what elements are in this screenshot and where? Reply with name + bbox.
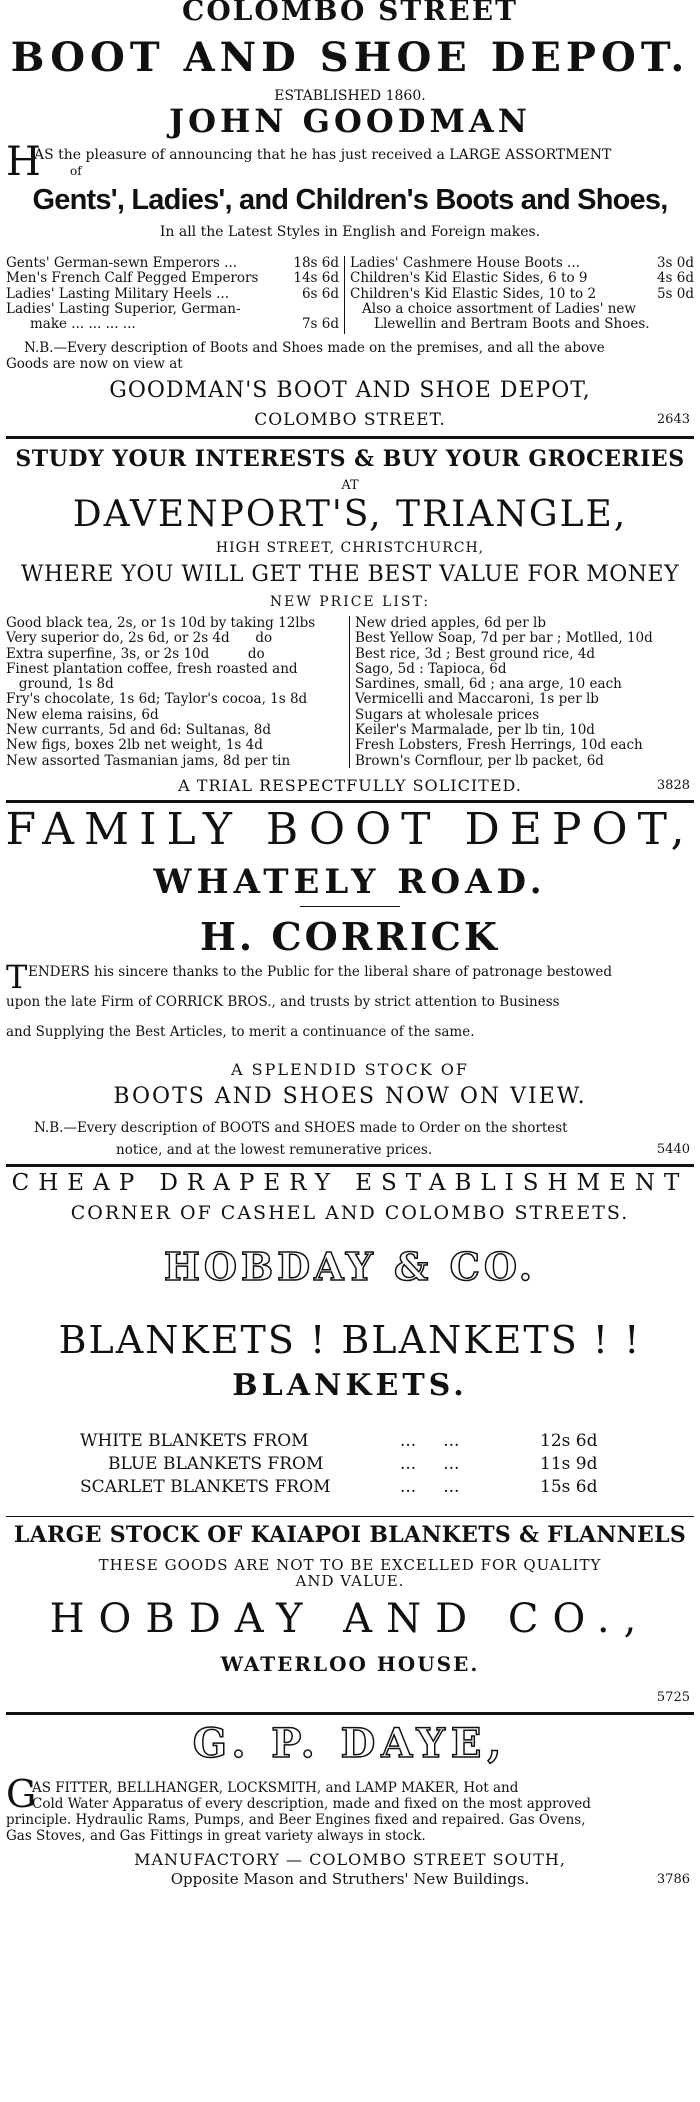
list-item: Best rice, 3d ; Best ground rice, 4d [355, 646, 596, 662]
davenport-value-line: WHERE YOU WILL GET THE BEST VALUE FOR MONEY [20, 562, 680, 587]
daye-paragraph-line: AS FITTER, BELLHANGER, LOCKSMITH, and LAMP MAKER, Hot and [32, 1780, 519, 1796]
hobday-cheap-drapery: CHEAP DRAPERY ESTABLISHMENT [11, 1170, 689, 1196]
list-item: Ladies' Lasting Superior, German- [6, 301, 241, 317]
list-item: New currants, 5d and 6d: Sultanas, 8d [6, 723, 271, 739]
davenport-name: DAVENPORT'S, TRIANGLE, [72, 494, 628, 535]
goodman-note: N.B.—Every description of Boots and Shoes made on the premises, and all the above [24, 340, 605, 356]
daye-logo: G. P. DAYE, [192, 1720, 508, 1767]
corrick-dropcap: T [6, 958, 28, 996]
list-item: Best Yellow Soap, 7d per bar ; Motlled, 10d [355, 631, 653, 647]
corrick-boots-on-view: BOOTS AND SHOES NOW ON VIEW. [113, 1084, 587, 1109]
goodman-footer-name: GOODMAN'S BOOT AND SHOE DEPOT, [109, 378, 591, 403]
daye-paragraph-line: Gas Stoves, and Gas Fittings in great variety always in stock. [6, 1828, 426, 1844]
column-divider [349, 616, 350, 768]
list-item: Fry's chocolate, 1s 6d; Taylor's cocoa, 1s 8d [6, 692, 308, 708]
goodman-reference-number: 2643 [656, 412, 690, 427]
daye-paragraph-line: Cold Water Apparatus of every description, made and fixed on the most approved [32, 1796, 591, 1812]
list-item: Vermicelli and Maccaroni, 1s per lb [355, 692, 599, 708]
hobday-price-list [80, 1430, 640, 1499]
corrick-headline: FAMILY BOOT DEPOT, [5, 804, 695, 855]
hobday-name: HOBDAY AND CO., [49, 1596, 651, 1642]
hobday-reference-number: 5725 [656, 1690, 690, 1705]
column-divider [344, 256, 345, 334]
list-item: New assorted Tasmanian jams, 8d per tin [6, 753, 291, 769]
goodman-dropcap: H [6, 139, 41, 185]
goodman-proprietor: JOHN GOODMAN [169, 102, 531, 140]
corrick-note: N.B.—Every description of BOOTS and SHOES made to Order on the shortest [34, 1120, 568, 1136]
list-item: Sugars at wholesale prices [355, 707, 540, 723]
list-item: Finest plantation coffee, fresh roasted and [6, 661, 298, 677]
corrick-reference-number: 5440 [656, 1142, 690, 1157]
davenport-reference-number: 3828 [656, 778, 690, 793]
section-divider [6, 800, 694, 803]
corrick-road: WHATELY ROAD. [153, 862, 547, 902]
list-item: SCARLET BLANKETS FROM ... ... 15s 6d [80, 1477, 598, 1497]
davenport-slogan: STUDY YOUR INTERESTS & BUY YOUR GROCERIES [15, 446, 685, 472]
hobday-corner: CORNER OF CASHEL AND COLOMBO STREETS. [70, 1202, 630, 1224]
goodman-feature: Gents', Ladies', and Children's Boots and Shoes, [32, 184, 668, 216]
corrick-note-continued: notice, and at the lowest remunerative prices. [116, 1142, 433, 1158]
decorative-rule [300, 906, 400, 907]
list-item: Ladies' Cashmere House Boots ... 3s 0d [350, 255, 694, 271]
list-item: Very superior do, 2s 6d, or 2s 4d do [6, 631, 273, 647]
davenport-left-list [6, 616, 346, 769]
section-divider [6, 436, 694, 439]
hobday-quality-continued: AND VALUE. [295, 1572, 405, 1590]
davenport-price-list-title: NEW PRICE LIST: [269, 594, 431, 610]
list-item: WHITE BLANKETS FROM ... ... 12s 6d [80, 1431, 598, 1451]
list-item: Men's French Calf Pegged Emperors 14s 6d [6, 270, 339, 287]
list-item: Gents' German-sewn Emperors ... 18s 6d [6, 255, 339, 271]
list-item: make ... ... ... ... 7s 6d [30, 316, 339, 333]
list-item: Good black tea, 2s, or 1s 10d by taking 12lbs [6, 616, 316, 631]
section-divider [6, 1712, 694, 1715]
goodman-intro-line: AS the pleasure of announcing that he has just received a LARGE ASSORTMENT [34, 147, 612, 163]
goodman-note-continued: Goods are now on view at [6, 356, 183, 372]
hobday-logo: HOBDAY & CO. [164, 1244, 536, 1289]
goodman-street-heading: COLOMBO STREET [182, 0, 518, 27]
corrick-name: H. CORRICK [200, 914, 500, 959]
goodman-headline: BOOT AND SHOE DEPOT. [10, 34, 690, 81]
section-divider [6, 1516, 694, 1517]
list-item: Fresh Lobsters, Fresh Herrings, 10d each [355, 738, 643, 754]
davenport-address: HIGH STREET, CHRISTCHURCH, [215, 540, 485, 556]
list-item: New dried apples, 6d per lb [355, 616, 546, 631]
goodman-left-list [6, 256, 339, 332]
list-item: New elema raisins, 6d [6, 707, 159, 723]
list-item: ground, 1s 8d [6, 677, 114, 693]
daye-manufactory: MANUFACTORY — COLOMBO STREET SOUTH, [134, 1850, 566, 1869]
daye-opposite: Opposite Mason and Struthers' New Buildings. [170, 1870, 530, 1888]
corrick-paragraph-line: upon the late Firm of CORRICK BROS., and trusts by strict attention to Business [6, 994, 560, 1010]
list-item: Children's Kid Elastic Sides, 10 to 2 5s 0d [350, 285, 694, 302]
corrick-paragraph-line: and Supplying the Best Articles, to merit a continuance of the same. [6, 1024, 475, 1040]
goodman-footer-street: COLOMBO STREET. [254, 410, 446, 430]
list-item: Keiler's Marmalade, per lb tin, 10d [355, 723, 595, 739]
list-item: BLUE BLANKETS FROM ... ... 11s 9d [108, 1454, 598, 1474]
list-item: New figs, boxes 2lb net weight, 1s 4d [6, 738, 263, 754]
list-item: Llewellin and Bertram Boots and Shoes. [374, 317, 650, 333]
daye-dropcap: G [6, 1772, 37, 1816]
hobday-quality: THESE GOODS ARE NOT TO BE EXCELLED FOR QUALITY [98, 1556, 602, 1574]
corrick-paragraph-line: ENDERS his sincere thanks to the Public for the liberal share of patronage bestowed [28, 964, 613, 980]
list-item: Also a choice assortment of Ladies' new [362, 301, 636, 317]
hobday-large-stock: LARGE STOCK OF KAIAPOI BLANKETS & FLANNELS [13, 1522, 687, 1548]
goodman-intro-of: of [70, 164, 82, 178]
list-item: Children's Kid Elastic Sides, 6 to 9 4s 6d [350, 270, 694, 287]
section-divider [6, 1164, 694, 1167]
hobday-blankets: BLANKETS. [232, 1368, 468, 1403]
hobday-waterloo-house: WATERLOO HOUSE. [220, 1652, 480, 1676]
davenport-right-list [355, 616, 695, 769]
corrick-stock: A SPLENDID STOCK OF [231, 1060, 469, 1079]
list-item: Ladies' Lasting Military Heels ... 6s 6d [6, 285, 339, 302]
list-item: Sardines, small, 6d ; ana arge, 10 each [355, 677, 622, 693]
davenport-at: AT [341, 478, 359, 493]
goodman-right-list [350, 256, 694, 332]
goodman-styles: In all the Latest Styles in English and Foreign makes. [159, 224, 541, 240]
list-item: Brown's Cornflour, per lb packet, 6d [355, 753, 604, 769]
daye-paragraph-line: principle. Hydraulic Rams, Pumps, and Beer Engines fixed and repaired. Gas Ovens, [6, 1812, 586, 1828]
list-item: Sago, 5d : Tapioca, 6d [355, 661, 507, 677]
list-item: Extra superfine, 3s, or 2s 10d do [6, 646, 265, 662]
goodman-established: ESTABLISHED 1860. [274, 88, 426, 104]
daye-reference-number: 3786 [656, 1872, 690, 1887]
davenport-footer: A TRIAL RESPECTFULLY SOLICITED. [178, 776, 522, 795]
hobday-blankets-shout: BLANKETS ! BLANKETS ! ! [58, 1318, 642, 1362]
